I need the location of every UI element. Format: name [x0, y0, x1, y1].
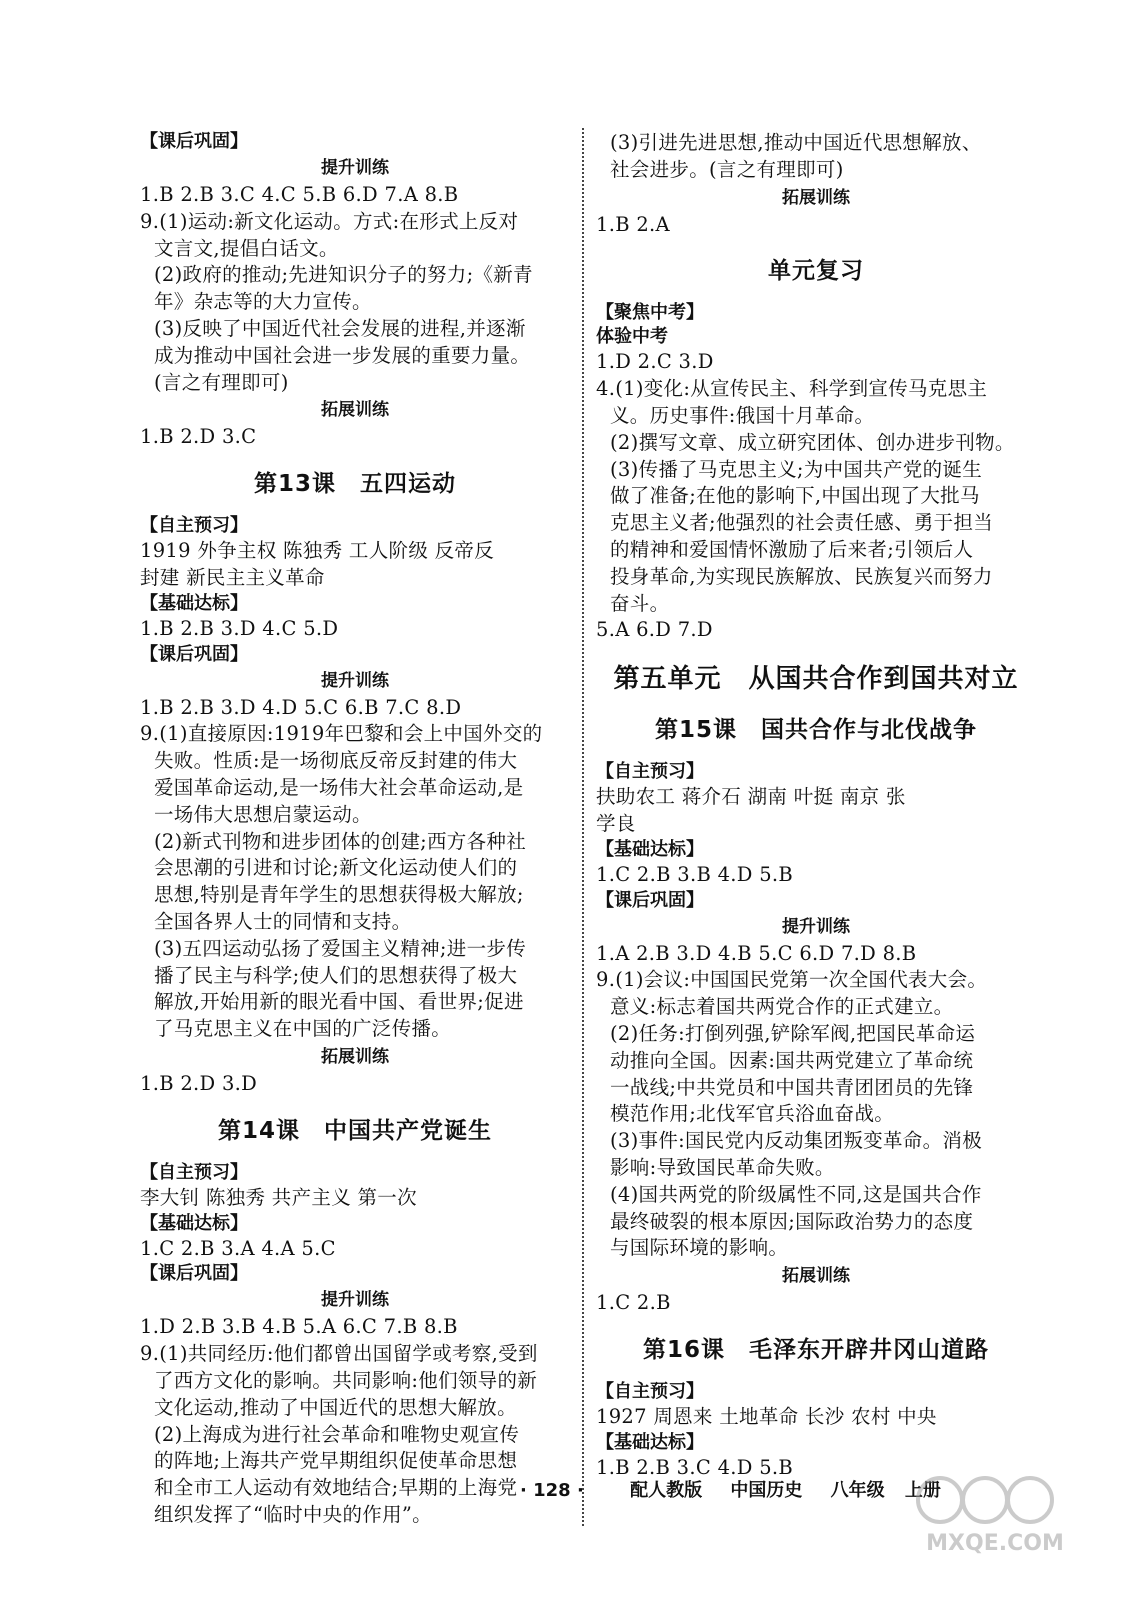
- left-answer-line: (2)新式刊物和进步团体的创建;西方各种社: [154, 829, 526, 853]
- left-section-tag: 【课后巩固】: [140, 643, 248, 665]
- right-answer-line: 社会进步。(言之有理即可): [610, 157, 844, 181]
- left-answer-line: 1.B 2.B 3.C 4.C 5.B 6.D 7.A 8.B: [140, 183, 459, 206]
- right-section-tag: 【自主预习】: [596, 1380, 704, 1402]
- right-answer-line: 1.C 2.B: [596, 1291, 671, 1315]
- left-answer-line: 了西方文化的影响。共同影响:他们领导的新: [154, 1368, 538, 1392]
- right-answer-line: 最终破裂的根本原因;国际政治势力的态度: [610, 1209, 974, 1233]
- right-answer-line: (3)事件:国民党内反动集团叛变革命。消极: [610, 1129, 982, 1153]
- grade-label: 八年级: [830, 1480, 885, 1501]
- left-answer-line: 1.B 2.B 3.D 4.D 5.C 6.B 7.C 8.D: [140, 695, 462, 719]
- volume-label: 上册: [904, 1480, 941, 1501]
- left-answer-line: 1.D 2.B 3.B 4.B 5.A 6.C 7.B 8.B: [140, 1315, 458, 1339]
- right-lesson-title: 第16课 毛泽东开辟井冈山道路: [642, 1336, 989, 1363]
- right-section-tag: 【基础达标】: [596, 838, 704, 860]
- right-subsection-heading: 提升训练: [782, 916, 850, 937]
- right-answer-line: 克思主义者;他强烈的社会责任感、勇于担当: [610, 511, 994, 535]
- left-subsection-heading: 拓展训练: [321, 1046, 389, 1067]
- right-answer-line: 1.B 2.B 3.C 4.D 5.B: [596, 1455, 794, 1479]
- left-answer-line: 封建 新民主主义革命: [140, 565, 325, 589]
- left-answer-line: 1.C 2.B 3.A 4.A 5.C: [140, 1236, 336, 1260]
- right-answer-line: 模范作用;北伐军官兵浴血奋战。: [610, 1102, 895, 1126]
- left-answer-line: 9.(1)运动:新文化运动。方式:在形式上反对: [140, 209, 519, 233]
- left-column: [140, 130, 570, 1529]
- left-answer-line: 1.B 2.D 3.D: [140, 1071, 258, 1095]
- right-answer-line: 一战线;中共党员和中国共青团团员的先锋: [610, 1075, 974, 1099]
- left-answer-line: 爱国革命运动,是一场伟大社会革命运动,是: [154, 775, 524, 799]
- left-answer-line: 1.B 2.B 3.D 4.C 5.D: [140, 616, 339, 640]
- left-answer-line: 1919 外争主权 陈独秀 工人阶级 反帝反: [140, 539, 495, 563]
- right-subsection-heading: 拓展训练: [782, 1266, 850, 1287]
- left-answer-line: 李大钊 陈独秀 共产主义 第一次: [140, 1185, 417, 1209]
- right-column: [596, 130, 1036, 1482]
- left-answer-line: 文化运动,推动了中国近代的思想大解放。: [154, 1395, 517, 1419]
- right-section-tag: 体验中考: [596, 326, 668, 348]
- right-unit-title: 第五单元 从国共合作到国共对立: [613, 664, 1019, 695]
- right-answer-line: (2)撰写文章、成立研究团体、创办进步刊物。: [610, 430, 1015, 454]
- left-answer-line: 了马克思主义在中国的广泛传播。: [154, 1017, 452, 1041]
- right-answer-line: 影响:导致国民革命失败。: [610, 1155, 835, 1179]
- right-answer-line: 5.A 6.D 7.D: [596, 618, 713, 642]
- right-answer-line: 奋斗。: [610, 591, 670, 615]
- right-answer-line: 1.D 2.C 3.D: [596, 350, 714, 374]
- left-answer-line: (3)五四运动弘扬了爱国主义精神;进一步传: [154, 936, 526, 960]
- right-answer-line: 4.(1)变化:从宣传民主、科学到宣传马克思主: [596, 377, 988, 401]
- left-section-tag: 【课后巩固】: [140, 1263, 248, 1285]
- left-section-tag: 【基础达标】: [140, 592, 248, 614]
- right-answer-line: (2)任务:打倒列强,铲除军阀,把国民革命运: [610, 1021, 976, 1045]
- right-section-tag: 【基础达标】: [596, 1431, 704, 1453]
- left-section-tag: 【基础达标】: [140, 1212, 248, 1234]
- right-answer-line: 1.C 2.B 3.B 4.D 5.B: [596, 862, 794, 886]
- right-answer-line: 意义:标志着国共两党合作的正式建立。: [610, 995, 954, 1019]
- right-answer-line: (3)引进先进思想,推动中国近代思想解放、: [610, 131, 982, 154]
- left-answer-line: 会思潮的引进和讨论;新文化运动使人们的: [154, 856, 518, 880]
- right-lesson-title: 第15课 国共合作与北伐战争: [654, 717, 977, 744]
- right-answer-line: 动推向全国。因素:国共两党建立了革命统: [610, 1048, 974, 1072]
- right-answer-line: 扶助农工 蒋介石 湖南 叶挺 南京 张: [596, 785, 906, 809]
- left-subsection-heading: 拓展训练: [321, 400, 389, 421]
- left-answer-line: 年》杂志等的大力宣传。: [154, 290, 372, 314]
- left-answer-line: 的阵地;上海共产党早期组织促使革命思想: [154, 1449, 518, 1473]
- left-section-tag: 【自主预习】: [140, 515, 248, 537]
- right-section-tag: 【聚焦中考】: [596, 302, 704, 324]
- column-divider: [582, 128, 584, 1526]
- left-answer-line: (2)政府的推动;先进知识分子的努力;《新青: [154, 263, 533, 287]
- left-lesson-title: 第13课 五四运动: [253, 471, 456, 498]
- left-answer-line: (3)反映了中国近代社会发展的进程,并逐渐: [154, 316, 526, 340]
- right-answer-line: (3)传播了马克思主义;为中国共产党的诞生: [610, 457, 982, 481]
- subject-label: 中国历史: [730, 1480, 803, 1501]
- left-answer-line: (2)上海成为进行社会革命和唯物史观宣传: [154, 1422, 520, 1446]
- left-section-tag: 【课后巩固】: [140, 131, 248, 152]
- watermark-text: MXQE.COM: [926, 1531, 1064, 1556]
- left-answer-line: 解放,开始用新的眼光看中国、看世界;促进: [154, 990, 524, 1014]
- left-answer-line: 1.B 2.D 3.C: [140, 425, 257, 449]
- left-answer-line: 成为推动中国社会进一步发展的重要力量。: [154, 343, 531, 367]
- right-subsection-heading: 拓展训练: [782, 187, 850, 208]
- right-answer-line: (4)国共两党的阶级属性不同,这是国共合作: [610, 1182, 982, 1206]
- left-answer-line: 一场伟大思想启蒙运动。: [154, 802, 372, 826]
- right-answer-line: 1.A 2.B 3.D 4.B 5.C 6.D 7.D 8.B: [596, 941, 917, 965]
- right-answer-line: 投身革命,为实现民族解放、民族复兴而努力: [610, 564, 993, 588]
- page-number: · 128 ·: [520, 1480, 584, 1501]
- right-answer-line: 1.B 2.A: [596, 212, 670, 236]
- right-answer-line: 9.(1)会议:中国国民党第一次全国代表大会。: [596, 968, 988, 992]
- right-answer-line: 的精神和爱国情怀激励了后来者;引领后人: [610, 537, 974, 561]
- left-subsection-heading: 提升训练: [321, 670, 389, 691]
- right-section-tag: 【自主预习】: [596, 761, 704, 783]
- left-answer-line: 和全市工人运动有效地结合;早期的上海党: [154, 1476, 518, 1500]
- left-section-tag: 【自主预习】: [140, 1161, 248, 1183]
- left-answer-line: (言之有理即可): [154, 370, 289, 394]
- left-subsection-heading: 提升训练: [321, 158, 389, 178]
- right-section-tag: 【课后巩固】: [596, 889, 704, 911]
- right-answer-line: 义。历史事件:俄国十月革命。: [610, 403, 875, 427]
- right-lesson-title: 单元复习: [768, 258, 864, 285]
- left-answer-line: 组织发挥了“临时中央的作用”。: [154, 1502, 432, 1526]
- left-answer-line: 9.(1)共同经历:他们都曾出国留学或考察,受到: [140, 1342, 538, 1366]
- right-answer-line: 1927 周恩来 土地革命 长沙 农村 中央: [596, 1404, 937, 1428]
- left-lesson-title: 第14课 中国共产党诞生: [217, 1117, 492, 1144]
- left-answer-line: 文言文,提倡白话文。: [154, 236, 339, 260]
- right-answer-line: 做了准备;在他的影响下,中国出现了大批马: [610, 484, 980, 508]
- edition-label: 配人教版: [630, 1480, 703, 1501]
- right-answer-line: 学良: [596, 811, 636, 835]
- left-answer-line: 播了民主与科学;使人们的思想获得了极大: [154, 963, 518, 987]
- left-answer-line: 失败。性质:是一场彻底反帝反封建的伟大: [154, 749, 518, 773]
- left-answer-line: 9.(1)直接原因:1919年巴黎和会上中国外交的: [140, 722, 543, 746]
- left-answer-line: 全国各界人士的同情和支持。: [154, 909, 412, 933]
- watermark-logo-icon: [910, 1470, 1080, 1560]
- left-answer-line: 思想,特别是青年学生的思想获得极大解放;: [154, 883, 524, 907]
- left-subsection-heading: 提升训练: [321, 1290, 389, 1311]
- right-answer-line: 与国际环境的影响。: [610, 1236, 789, 1260]
